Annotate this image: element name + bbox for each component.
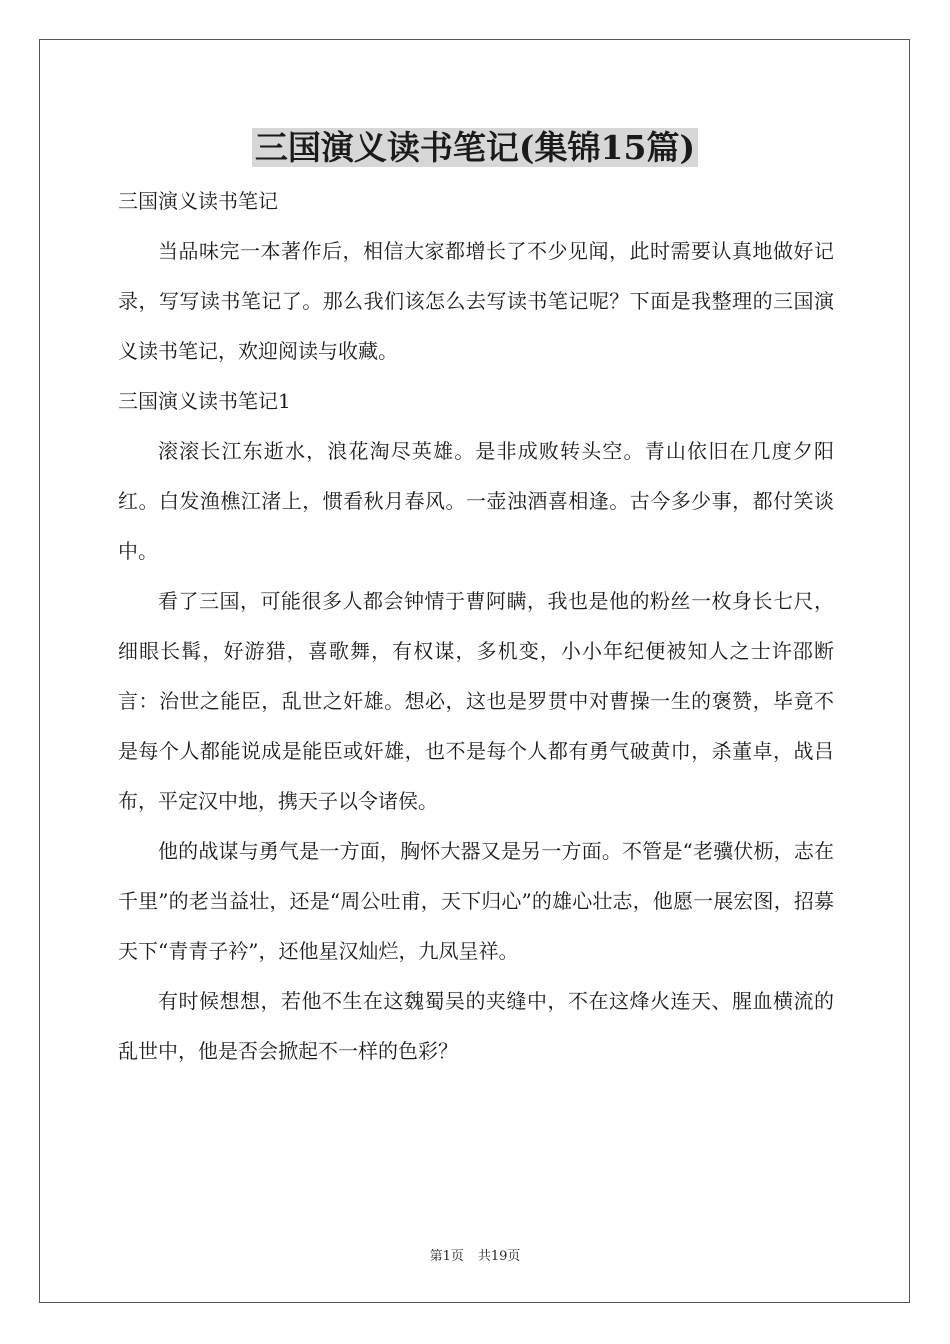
paragraph: 滚滚长江东逝水，浪花淘尽英雄。是非成败转头空。青山依旧在几度夕阳红。白发渔樵江渚上，惯看秋月春风。一壶浊酒喜相逢。古今多少事，都付笑谈中。 xyxy=(118,439,834,563)
title-text: 三国演义读书笔记(集锦15篇) xyxy=(252,128,698,167)
paragraph: 有时候想想，若他不生在这魏蜀吴的夹缝中，不在这烽火连天、腥血横流的乱世中，他是否会掀起不一样的色彩？ xyxy=(118,989,834,1063)
paragraph: 看了三国，可能很多人都会钟情于曹阿瞒，我也是他的粉丝一枚身长七尺，细眼长髯，好游猎，喜歌舞，有权谋，多机变，小小年纪便被知人之士许邵断言：治世之能臣，乱世之奸雄。想必，这也是罗贯中对曹操一生的褒赞，毕竟不是每个人都能说成是能臣或奸雄，也不是每个人都有勇气破黄巾，杀董卓，战吕布，平定汉中地，携天子以令诸侯。 xyxy=(118,589,834,813)
section-1 xyxy=(118,376,834,1076)
section-heading: 三国演义读书笔记 xyxy=(118,189,278,213)
document-title xyxy=(0,126,950,170)
section-heading: 三国演义读书笔记1 xyxy=(118,389,291,413)
paragraph: 当品味完一本著作后，相信大家都增长了不少见闻，此时需要认真地做好记录，写写读书笔记了。那么我们该怎么去写读书笔记呢？下面是我整理的三国演义读书笔记，欢迎阅读与收藏。 xyxy=(118,239,834,363)
page-footer xyxy=(0,1248,950,1266)
section-intro xyxy=(118,176,834,376)
page-total: 共19页 xyxy=(477,1249,521,1264)
page-number: 第1页 xyxy=(429,1249,464,1264)
paragraph: 他的战谋与勇气是一方面，胸怀大器又是另一方面。不管是“老骥伏枥，志在千里”的老当益壮，还是“周公吐甫，天下归心”的雄心壮志，他愿一展宏图，招募天下“青青子衿”，还他星汉灿烂，九凤呈祥。 xyxy=(118,839,834,963)
document-body xyxy=(118,176,834,1076)
